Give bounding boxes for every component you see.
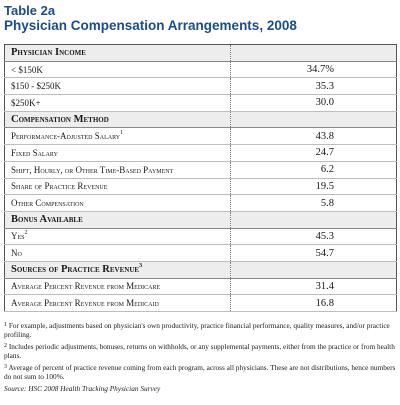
row-label-cell [5,161,231,178]
section-title: Compensation Method [11,114,109,126]
source-note: Source: HSC 2008 Health Tracking Physician Survey [4,384,161,393]
row-label: $250K+ [11,97,41,108]
row-label: Yes [11,231,25,242]
row-label-cell [5,278,231,295]
table-row [5,178,397,195]
section-value-cell [231,111,397,128]
table-row [5,245,397,262]
section-title-cell [5,211,231,228]
row-label: Other Compensation [11,198,84,209]
footnote-text: Average of percent of practice revenue coming from each program, across all physicians. These are not distributions, hence numbers do not sum to 100%. [4,363,396,381]
section-header-row [5,211,397,228]
table-row [5,278,397,295]
section-title: Bonus Available [11,214,83,226]
row-label-cell [5,61,231,78]
row-label-cell [5,195,231,212]
row-value: 5.8 [231,195,397,212]
row-value: 19.5 [231,178,397,195]
table-row [5,195,397,212]
section-header-row [5,111,397,128]
row-label: Performance-Adjusted Salary [11,131,121,142]
row-value: 34.7% [231,61,397,78]
compensation-table-body [5,45,397,312]
table-number: Table 2a [4,3,56,18]
row-label: Average Percent Revenue from Medicaid [11,298,159,309]
row-value: 54.7 [231,245,397,262]
row-label: No [11,248,22,259]
section-title: Physician Income [11,47,86,59]
table-row [5,78,397,95]
row-label-cell [5,145,231,162]
row-value: 43.8 [231,128,397,145]
section-header-row [5,45,397,62]
row-value: 45.3 [231,228,397,245]
row-value: 6.2 [231,161,397,178]
footnote-text: Includes periodic adjustments, bonuses, returns on withholds, or any supplemental payments, either from the practice or from health plans. [4,342,395,360]
footnote [4,363,396,381]
section-value-cell [231,45,397,62]
row-label-cell [5,128,231,145]
section-title-cell [5,45,231,62]
footnote [4,321,396,339]
row-label-cell [5,228,231,245]
row-label: < $150K [11,64,43,75]
row-label: Shift, Hourly, or Other Time-Based Payment [11,164,174,175]
section-value-cell [231,261,397,278]
table-row [5,228,397,245]
footnote-number: 2 [4,343,7,349]
row-label-cell [5,245,231,262]
table-row [5,95,397,112]
row-label-cell [5,295,231,312]
row-value: 35.3 [231,78,397,95]
footnote-number: 3 [4,364,7,370]
footnote-marker: 3 [139,263,143,270]
row-label: Share of Practice Revenue [11,181,108,192]
footnote-number: 1 [4,322,7,328]
table-row [5,145,397,162]
row-label-cell [5,78,231,95]
footnote-marker: 2 [24,230,28,237]
row-value: 31.4 [231,278,397,295]
row-value: 24.7 [231,145,397,162]
table-row [5,61,397,78]
row-label: Average Percent Revenue from Medicare [11,281,161,292]
row-value: 16.8 [231,295,397,312]
footnotes [4,321,396,396]
section-value-cell [231,211,397,228]
table-row [5,295,397,312]
row-label: Fixed Salary [11,147,58,158]
footnote [4,342,396,360]
footnote-marker: 1 [120,130,124,137]
footnote-list [4,321,396,381]
section-header-row [5,261,397,278]
table-row [5,128,397,145]
section-title-cell [5,261,231,278]
footnote-text: For example, adjustments based on physician's own productivity, practice financial performance, quality measures, and/or practice profiling. [4,321,390,339]
section-title-cell [5,111,231,128]
table-header [0,0,400,34]
table-title: Physician Compensation Arrangements, 2008 [4,18,297,33]
row-value: 30.0 [231,95,397,112]
table-row [5,161,397,178]
row-label-cell [5,178,231,195]
row-label-cell [5,95,231,112]
section-title: Sources of Practice Revenue [11,264,140,276]
row-label: $150 - $250K [11,81,61,92]
compensation-table [4,44,397,312]
